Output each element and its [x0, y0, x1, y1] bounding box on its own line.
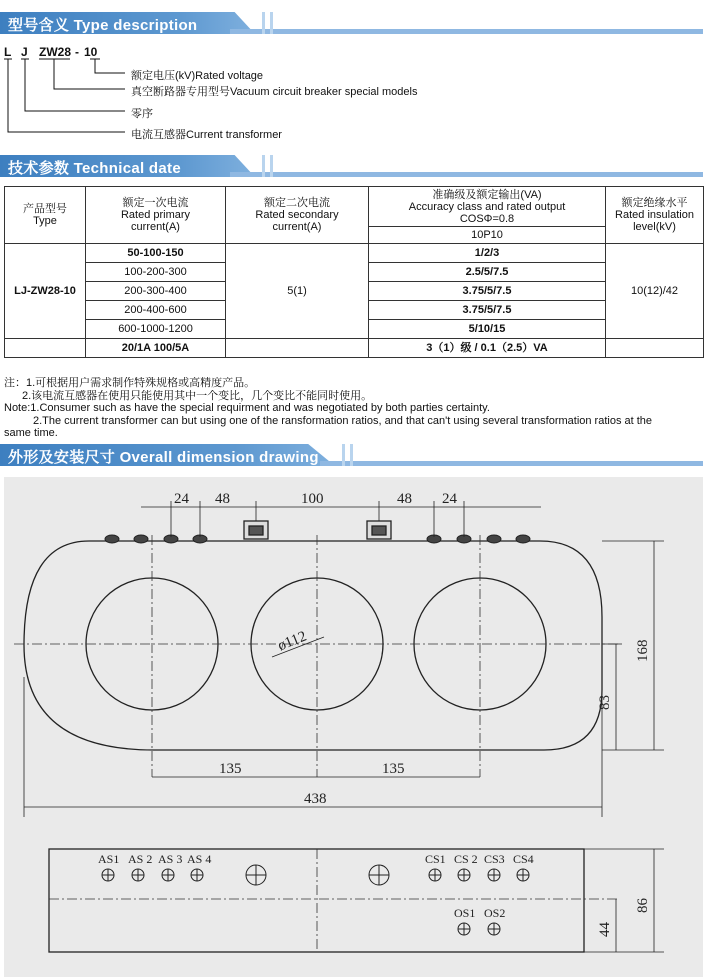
code-l: L	[4, 45, 12, 59]
header-insulation-cn: 额定绝缘水平	[621, 197, 688, 209]
dim-diameter-112: ø112	[275, 628, 309, 655]
label-os1: OS1	[454, 906, 476, 920]
section-header-dimension	[0, 444, 707, 468]
cell-insulation: 10(12)/42	[606, 244, 704, 339]
dim-44: 44	[597, 922, 613, 937]
cell-accuracy: 3.75/5/7.5	[369, 301, 606, 320]
dim-48-left: 48	[215, 491, 230, 507]
cell-empty	[5, 339, 86, 358]
dimension-drawing	[4, 477, 703, 977]
header-type	[5, 187, 86, 244]
section-title: 外形及安装尺寸 Overall dimension drawing	[8, 449, 319, 466]
label-os2: OS2	[484, 906, 506, 920]
header-insulation-en1: Rated insulation	[615, 209, 694, 221]
label-cs1: CS1	[425, 852, 446, 866]
header-secondary	[226, 187, 369, 244]
code-dash: -	[75, 45, 79, 59]
note-cn-1: 注：1.可根据用户需求制作特殊规格或高精度产品。	[4, 377, 256, 389]
current-transformer-text: 电流互感器Current transformer	[131, 129, 282, 141]
header-secondary-cn: 额定二次电流	[264, 197, 330, 209]
cell-empty	[226, 339, 369, 358]
header-accuracy-en: Accuracy class and rated output	[408, 200, 566, 213]
header-insulation	[606, 187, 704, 244]
top-view-outline	[24, 541, 602, 750]
cell-accuracy: 2.5/5/7.5	[369, 263, 606, 282]
cell-primary: 200-400-600	[86, 301, 226, 320]
section-title: 技术参数 Technical date	[8, 160, 181, 177]
dim-48-right: 48	[397, 491, 412, 507]
label-cs4: CS4	[513, 852, 534, 866]
code-model: ZW28	[39, 45, 72, 59]
header-cos: COSΦ=0.8	[459, 212, 515, 225]
note-cn-2: 2.该电流互感器在使用只能使用其中一个变比，几个变比不能同时使用。	[22, 389, 373, 402]
code-j: J	[21, 45, 28, 59]
vacuum-breaker-text: 真空断路器专用型号Vacuum circuit breaker special models	[131, 86, 418, 98]
header-primary	[86, 187, 226, 244]
label-as2: AS 2	[128, 852, 153, 866]
note-en-2: 2.The current transformer can but using one of the ransformation ratios, and that can't using several transformation ratios at the	[33, 414, 653, 427]
dim-86: 86	[635, 898, 651, 913]
dim-135-left: 135	[219, 761, 242, 777]
note-en-1: Note:1.Consumer such as have the special requirment and was negotiated by both parties certainty.	[4, 402, 490, 414]
zero-sequence-text: 零序	[131, 108, 153, 120]
label-as3: AS 3	[158, 852, 183, 866]
cell-primary: 600-1000-1200	[86, 320, 226, 339]
cell-accuracy: 3.75/5/7.5	[369, 282, 606, 301]
cell-primary: 200-300-400	[86, 282, 226, 301]
cell-accuracy: 5/10/15	[369, 320, 606, 339]
header-type-cn: 产品型号	[23, 203, 67, 215]
cell-primary: 100-200-300	[86, 263, 226, 282]
header-accuracy	[369, 187, 606, 227]
cell-secondary: 5(1)	[226, 244, 369, 339]
dim-24-right: 24	[442, 491, 457, 507]
header-accuracy-cn: 准确级及额定输出(VA)	[432, 188, 542, 201]
header-primary-en1: Rated primary	[120, 209, 191, 221]
header-type-en: Type	[33, 215, 57, 227]
label-as1: AS1	[98, 852, 120, 866]
notes	[4, 377, 707, 440]
section-title: 型号含义 Type description	[8, 17, 198, 34]
label-cs3: CS3	[484, 852, 505, 866]
type-description-tree	[0, 40, 707, 150]
dim-100: 100	[301, 491, 324, 507]
dim-168: 168	[635, 639, 651, 662]
drawing-svg	[4, 477, 703, 977]
rated-voltage-text: 额定电压(kV)Rated voltage	[131, 70, 264, 82]
code-voltage: 10	[84, 45, 98, 59]
dim-83: 83	[597, 695, 613, 710]
dim-135-right: 135	[382, 761, 405, 777]
cell-primary: 50-100-150	[86, 244, 226, 263]
header-primary-en2: current(A)	[131, 221, 180, 233]
header-class: 10P10	[369, 227, 606, 244]
header-secondary-en1: Rated secondary	[255, 209, 339, 221]
cell-accuracy: 1/2/3	[369, 244, 606, 263]
spec-table	[4, 186, 704, 358]
header-secondary-en2: current(A)	[272, 221, 322, 233]
cell-last-accuracy: 3（1）级 / 0.1（2.5）VA	[369, 339, 606, 358]
section-header-technical	[0, 155, 707, 179]
label-cs2: CS 2	[454, 852, 478, 866]
section-header-type-description	[0, 12, 707, 36]
cell-empty	[606, 339, 704, 358]
label-as4: AS 4	[187, 852, 212, 866]
header-insulation-en2: level(kV)	[633, 221, 676, 233]
header-primary-cn: 额定一次电流	[122, 197, 189, 209]
note-en-3: same time.	[4, 427, 58, 439]
cell-last-primary: 20/1A 100/5A	[86, 339, 226, 358]
cell-model: LJ-ZW28-10	[5, 244, 86, 339]
dim-24-left: 24	[174, 491, 189, 507]
dim-438: 438	[304, 791, 327, 807]
